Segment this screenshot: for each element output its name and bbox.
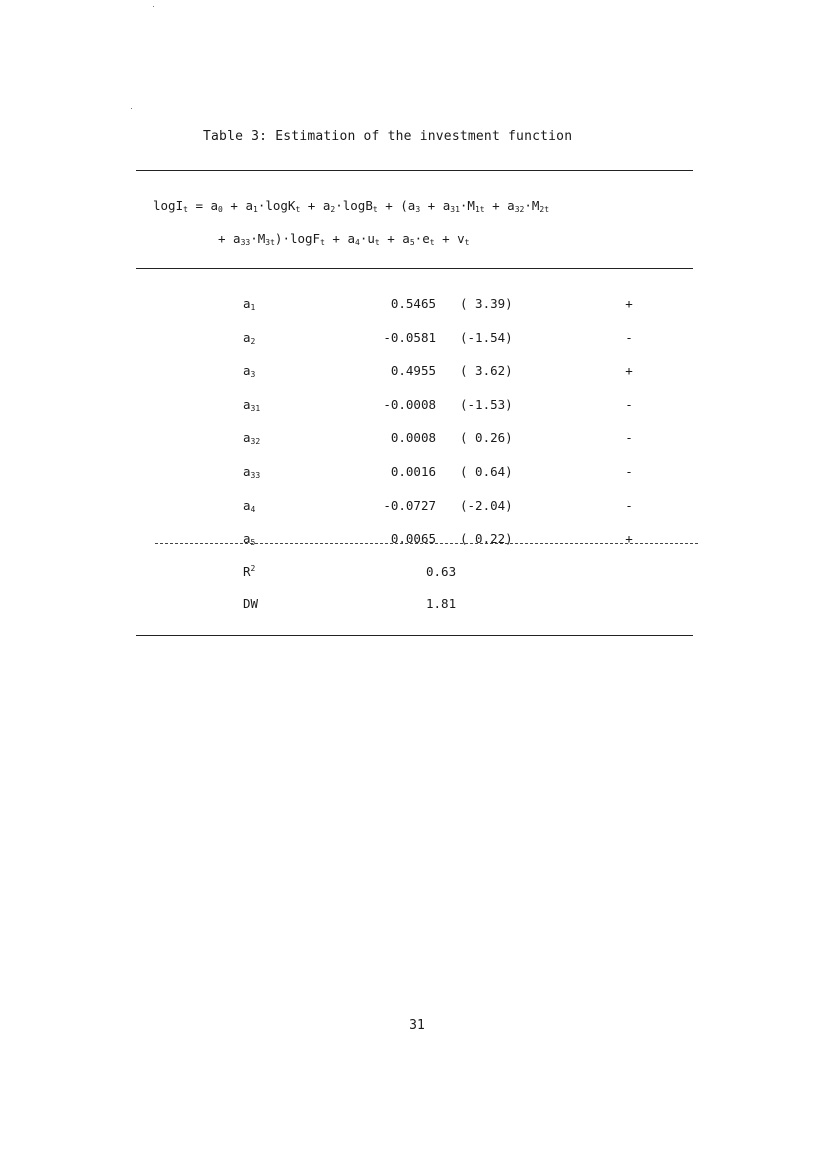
statistic-base: DW — [243, 596, 259, 611]
equation-subscript: 1t — [474, 205, 485, 214]
equation-subscript: 5 — [409, 238, 415, 247]
statistic-value: 0.63 — [426, 564, 457, 579]
expected-sign: + — [625, 531, 633, 546]
equation-text: ·M — [524, 198, 540, 213]
coefficient-base: a — [243, 498, 251, 513]
coefficient-subscript: 1 — [250, 303, 256, 312]
equation-text: + a — [218, 231, 241, 246]
equation-text: = a — [187, 198, 219, 213]
coefficient-name — [243, 531, 255, 547]
page-number: 31 — [409, 1018, 425, 1033]
equation-text: ·u — [359, 231, 375, 246]
statistic-name — [243, 596, 258, 611]
coefficient-name — [243, 296, 255, 312]
top-rule — [136, 170, 693, 171]
statistic-value: 1.81 — [426, 596, 457, 611]
coefficient-base: a — [243, 397, 251, 412]
equation-text: logI — [153, 198, 184, 213]
statistic-superscript: 2 — [250, 564, 256, 573]
expected-sign: - — [625, 498, 633, 513]
t-statistic: (-1.53) — [460, 397, 513, 412]
equation-text: ·M — [250, 231, 266, 246]
equation-subscript: 0 — [218, 205, 223, 214]
equation-subscript: t — [183, 205, 188, 214]
equation-subscript: 3t — [265, 238, 275, 247]
t-statistic: ( 0.22) — [460, 531, 513, 546]
coefficient-value: 0.0008 — [390, 430, 436, 445]
coefficient-base: a — [243, 531, 251, 546]
equation-subscript: t — [429, 238, 435, 247]
coefficient-subscript: 31 — [250, 404, 261, 413]
coefficient-base: a — [243, 330, 251, 345]
coefficient-subscript: 32 — [250, 437, 261, 446]
equation-subscript: t — [320, 238, 325, 247]
equation-line-1 — [153, 198, 549, 214]
equation-subscript: t — [374, 238, 380, 247]
equation-subscript: t — [464, 238, 470, 247]
coefficient-value: -0.0581 — [383, 330, 436, 345]
coefficient-name — [243, 330, 255, 346]
equation-subscript: 2t — [539, 205, 550, 214]
coefficient-name — [243, 397, 260, 413]
equation-text: )·logF — [274, 231, 321, 246]
coefficient-name — [243, 464, 260, 480]
coefficient-base: a — [243, 296, 251, 311]
header-rule — [136, 268, 693, 269]
coefficient-subscript: 2 — [250, 337, 256, 346]
equation-text: + a — [222, 198, 253, 213]
bottom-rule — [136, 635, 693, 636]
coefficient-name — [243, 363, 255, 379]
scan-speck — [153, 6, 154, 7]
t-statistic: (-2.04) — [460, 498, 513, 513]
separator-rule — [155, 543, 698, 544]
t-statistic: ( 3.39) — [460, 296, 513, 311]
equation-text: ·logB — [335, 198, 373, 213]
coefficient-base: a — [243, 464, 251, 479]
equation-text: ·e — [414, 231, 430, 246]
coefficient-value: 0.0016 — [390, 464, 436, 479]
equation-subscript: 33 — [240, 238, 251, 247]
expected-sign: - — [625, 330, 633, 345]
equation-text: + v — [434, 231, 465, 246]
coefficient-subscript: 3 — [250, 370, 256, 379]
statistic-name — [243, 564, 255, 579]
equation-text: + a — [379, 231, 410, 246]
equation-line-2 — [218, 231, 470, 247]
equation-subscript: t — [372, 205, 378, 214]
t-statistic: ( 0.64) — [460, 464, 513, 479]
equation-text: + (a — [377, 198, 416, 213]
expected-sign: + — [625, 363, 633, 378]
coefficient-value: 0.4955 — [390, 363, 436, 378]
equation-text: ·M — [459, 198, 475, 213]
coefficient-base: a — [243, 363, 251, 378]
equation-text: + a — [324, 231, 356, 246]
expected-sign: + — [625, 296, 633, 311]
equation-subscript: 3 — [415, 205, 421, 214]
equation-subscript: 31 — [450, 205, 460, 214]
equation-subscript: 32 — [514, 205, 525, 214]
t-statistic: ( 3.62) — [460, 363, 513, 378]
expected-sign: - — [625, 397, 633, 412]
coefficient-value: -0.0727 — [383, 498, 436, 513]
coefficient-subscript: 4 — [250, 505, 256, 514]
equation-subscript: 1 — [252, 205, 258, 214]
coefficient-value: 0.0065 — [390, 531, 436, 546]
expected-sign: - — [625, 430, 633, 445]
table-title: Table 3: Estimation of the investment function — [203, 129, 573, 144]
equation-text: + a — [420, 198, 451, 213]
equation-text: + a — [484, 198, 515, 213]
equation-text: ·logK — [257, 198, 296, 213]
coefficient-name — [243, 430, 260, 446]
t-statistic: ( 0.26) — [460, 430, 513, 445]
statistic-base: R — [243, 564, 251, 579]
coefficient-base: a — [243, 430, 251, 445]
equation-subscript: 4 — [355, 238, 360, 247]
equation-text: + a — [300, 198, 331, 213]
scan-speck — [131, 108, 132, 109]
coefficient-name — [243, 498, 255, 514]
coefficient-subscript: 33 — [250, 471, 261, 480]
coefficient-subscript: 5 — [250, 538, 256, 547]
equation-subscript: t — [295, 205, 301, 214]
coefficient-value: 0.5465 — [390, 296, 436, 311]
coefficient-value: -0.0008 — [383, 397, 436, 412]
equation-subscript: 2 — [330, 205, 336, 214]
t-statistic: (-1.54) — [460, 330, 513, 345]
expected-sign: - — [625, 464, 633, 479]
